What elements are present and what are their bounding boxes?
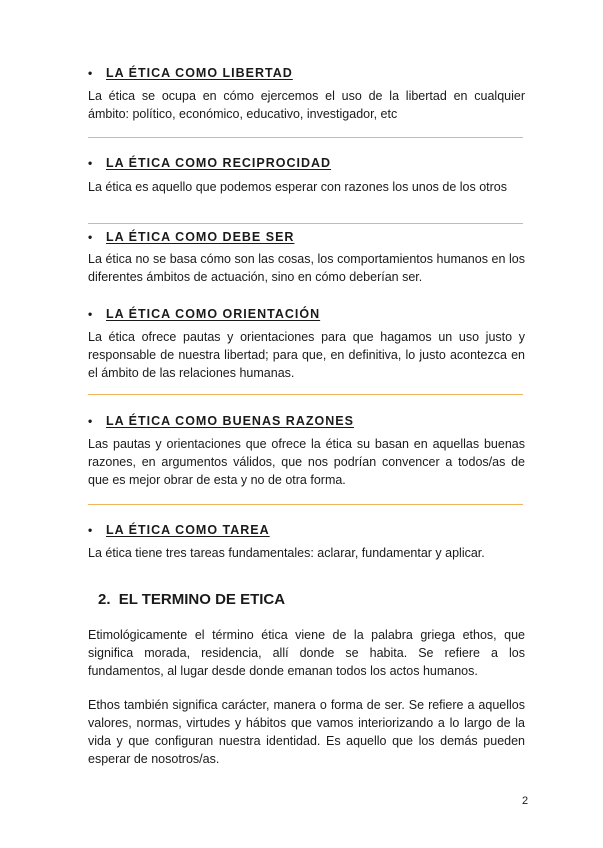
bullet-text-buenas-razones: Las pautas y orientaciones que ofrece la ética su basan en aquellas buenas razones, en argumentos válidos, que nos podrían convencer a todos/as de que es mejor obrar de esta y no de otra forma.	[88, 437, 525, 487]
bullet-heading-debe-ser	[88, 229, 294, 245]
bullet-marker: •	[88, 307, 93, 321]
bullet-marker: •	[88, 230, 93, 244]
bullet-text-tarea: La ética tiene tres tareas fundamentales: aclarar, fundamentar y aplicar.	[88, 546, 485, 560]
divider-rule	[88, 394, 523, 395]
bullet-title: LA ÉTICA COMO LIBERTAD	[106, 66, 293, 80]
bullet-marker: •	[88, 414, 93, 428]
bullet-marker: •	[88, 66, 93, 80]
bullet-title: LA ÉTICA COMO DEBE SER	[106, 230, 295, 244]
section-paragraph-2: Ethos también significa carácter, manera o forma de ser. Se refiere a aquellos valores, normas, virtudes y hábitos que vamos interiorizando a lo largo de la vida y que configuran nuestra identidad. Es aquello que los demás pueden esperar de nosotros/as.	[88, 698, 525, 766]
bullet-title: LA ÉTICA COMO RECIPROCIDAD	[106, 156, 332, 170]
bullet-heading-tarea	[88, 522, 270, 538]
divider-rule	[88, 223, 523, 224]
bullet-text-reciprocidad: La ética es aquello que podemos esperar con razones los unos de los otros	[88, 180, 508, 194]
bullet-marker: •	[88, 523, 93, 537]
divider-rule	[88, 137, 523, 138]
bullet-title: LA ÉTICA COMO BUENAS RAZONES	[106, 414, 354, 428]
section-paragraph-1: Etimológicamente el término ética viene de la palabra griega ethos, que significa morada, residencia, allí donde se habita. Se refiere a los fundamentos, al lugar desde donde emanan todos los actos humanos.	[88, 628, 525, 678]
bullet-text-libertad: La ética se ocupa en cómo ejercemos el uso de la libertad en cualquier ámbito: político, económico, educativo, investigador, etc	[88, 89, 525, 121]
section-heading	[98, 590, 285, 610]
bullet-heading-reciprocidad	[88, 155, 331, 171]
divider-rule	[88, 504, 523, 505]
bullet-title: LA ÉTICA COMO TAREA	[106, 523, 270, 537]
bullet-marker: •	[88, 156, 93, 170]
section-number: 2.	[98, 591, 111, 608]
bullet-heading-libertad	[88, 65, 293, 81]
bullet-title: LA ÉTICA COMO ORIENTACIÓN	[106, 307, 321, 321]
bullet-heading-orientacion	[88, 306, 320, 322]
page-number: 2	[522, 795, 529, 807]
bullet-text-orientacion: La ética ofrece pautas y orientaciones para que hagamos un uso justo y responsable de nuestra libertad; para que, en definitiva, lo justo acontezca en el ámbito de las relaciones humanas.	[88, 330, 525, 380]
bullet-heading-buenas-razones	[88, 413, 354, 429]
bullet-text-debe-ser: La ética no se basa cómo son las cosas, los comportamientos humanos en los diferentes ámbitos de actuación, sino en cómo deberían ser.	[88, 252, 525, 284]
section-title: EL TERMINO DE ETICA	[118, 591, 286, 608]
